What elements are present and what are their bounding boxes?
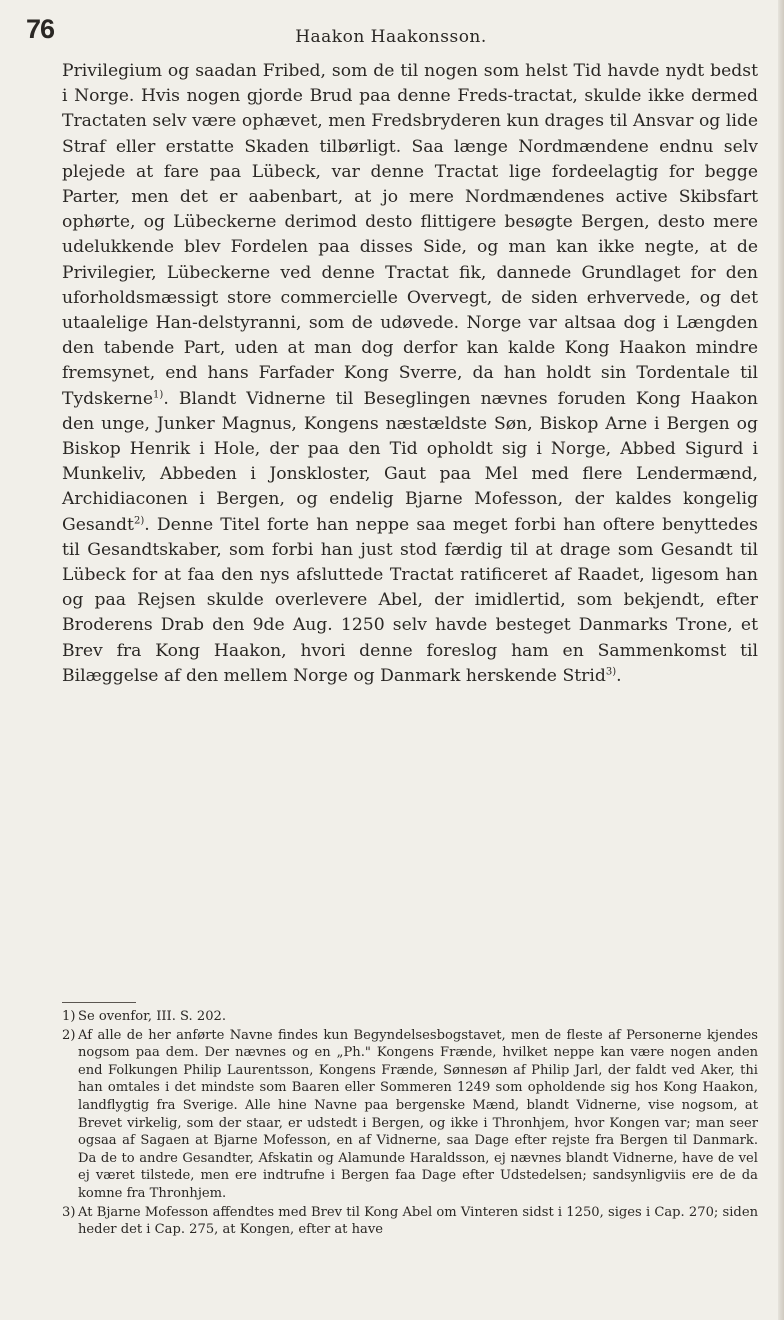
footnote-3 bbox=[62, 1204, 758, 1239]
footnote-text: At Bjarne Mofesson affendtes med Brev til Kong Abel om Vinteren sidst i 1250, siges i Cap. 270; siden heder det i Cap. 275, at Kongen, efter at have bbox=[78, 1204, 758, 1238]
page-header bbox=[26, 14, 756, 54]
footnote-mark: 3) bbox=[62, 1204, 76, 1220]
footnotes bbox=[62, 1008, 758, 1240]
paragraph-text-cont: . Blandt Vidnerne til Beseglingen nævnes foruden Kong Haakon den unge, Junker Magnus, Kongens næstældste Søn, Biskop Arne i Bergen og Biskop Henrik i Hole, der paa den Tid opholdt sig i Norge, Abbed Sigurd i Munkeliv, Abbeden i Jonskloster, Gaut paa Mel med flere Lendermænd, Archidiaconen i Bergen, og endelig Bjarne Mofesson, der kaldes kongelig Gesandt bbox=[62, 388, 758, 535]
footnote-divider bbox=[62, 1002, 136, 1003]
footnote-ref-1: 1) bbox=[153, 388, 164, 400]
footnote-mark: 1) bbox=[62, 1009, 76, 1024]
paragraph-text: Privilegium og saadan Fribed, som de til nogen som helst Tid havde nydt bedst i Norge. Hvis nogen gjorde Brud paa denne Freds-tractat, skulde ikke dermed Tractaten selv være ophævet, men Fredsbryderen kun drages til Ansvar og lide Straf eller erstatte Skaden tilbørligt. Saa længe Nordmændene endnu selv plejede at fare paa Lübeck, var denne Tractat lige fordeelagtig for begge Parter, men det er aabenbart, at jo mere Nordmændenes active Skibsfart ophørte, og Lübeckerne derimod desto flittigere besøgte Bergen, desto mere udelukkende blev Fordelen paa disses Side, og man kan ikke negte, at de Privilegier, Lübeckerne ved denne Tractat fik, dannede Grundlaget for den uforholdsmæssigt store commercielle Overvegt, de siden erhvervede, og det utaalelige Han-delstyranni, som de udøvede. Norge var altsaa dog i Længden den tabende Part, uden at man dog derfor kan kalde Kong Haakon mindre fremsynet, end hans Farfader Kong Sverre, da han holdt sin Tordentale til Tydskerne bbox=[62, 61, 758, 409]
paragraph-text-cont2: . Denne Titel forte han neppe saa meget forbi han oftere benyttedes til Gesandtskaber, som forbi han just stod færdig til at drage som Gesandt til Lübeck for at faa den nys afsluttede Tractat ratificeret af Raadet, ligesom han og paa Rejsen skulde overlevere Abel, der imidlertid, som bekjendt, efter Broderens Drab den 9de Aug. 1250 selv havde besteget Danmarks Trone, et Brev fra Kong Haakon, hvori denne foreslog ham en Sammenkomst til Bilæggelse af den mellem Norge og Danmark herskende Strid bbox=[62, 514, 758, 686]
page-edge bbox=[778, 0, 784, 1320]
footnote-1 bbox=[62, 1008, 758, 1026]
body-paragraph bbox=[62, 59, 758, 689]
page-number: 76 bbox=[26, 14, 55, 44]
running-title: Haakon Haakonsson. bbox=[295, 27, 487, 47]
footnote-2 bbox=[62, 1027, 758, 1203]
footnote-mark: 2) bbox=[62, 1027, 76, 1043]
footnote-ref-3: 3) bbox=[605, 666, 617, 678]
footnote-ref-2: 2) bbox=[133, 514, 145, 526]
footnote-text: Af alle de her anførte Navne findes kun Begyndelsesbogstavet, men de fleste af Personerne kjendes nogsom paa dem. Der nævnes og en „Ph." Kongens Frænde, hvilket neppe kan være nogen anden end Folkungen Philip Laurentsson, Kongens Frænde, Sønnesøn af Philip Jarl, der faldt ved Aker, thi han omtales i det mindste som Baaren eller Sommeren 1249 som opholdende sig hos Kong Haakon, landflygtig fra Sverige. Alle hine Navne paa bergenske Mænd, blandt Vidnerne, vise nogsom, at Brevet virkelig, som der staar, er udstedt i Bergen, og ikke i Thronhjem, hvor Kongen var; man seer ogsaa af Sagaen at Bjarne Mofesson, en af Vidnerne, saa Dage efter rejste fra Bergen til Danmark. Da de to andre Gesandter, Afskatin og Alamunde Haraldsson, ej nævnes blandt Vidnerne, have de vel ej været tilstede, men ere indtrufne i Bergen faa Dage efter Udstedelsen; sandsynligviis ere de da komne fra Thronhjem. bbox=[78, 1027, 758, 1201]
paragraph-end: . bbox=[616, 665, 622, 686]
footnote-text: Se ovenfor, III. S. 202. bbox=[78, 1009, 227, 1024]
